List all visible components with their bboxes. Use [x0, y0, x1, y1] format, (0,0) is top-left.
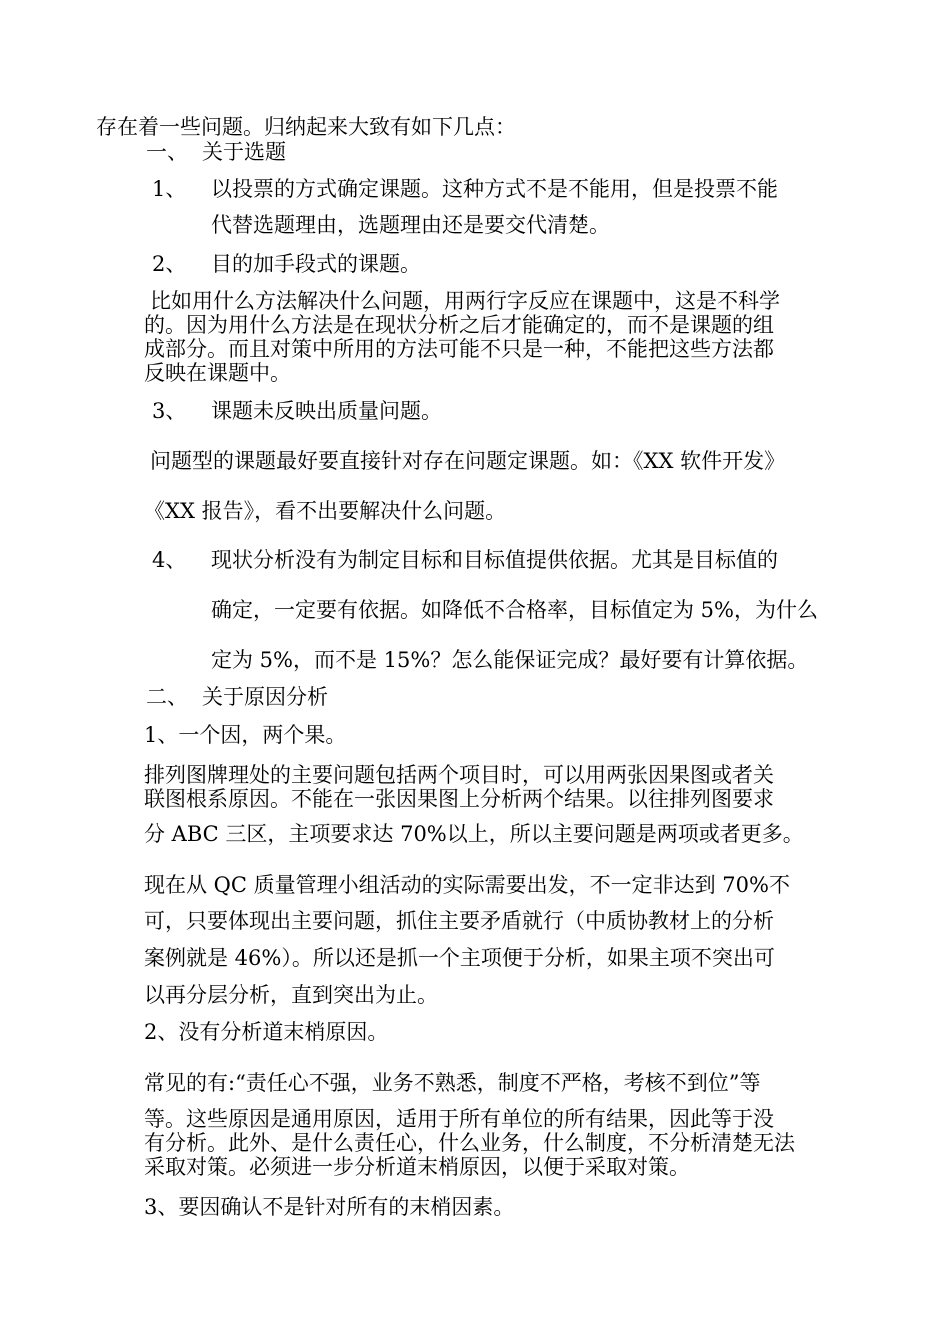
text-line: 采取对策。必须进一步分析道末梢原因，以便于采取对策。	[144, 1155, 690, 1179]
text-line: 可，只要体现出主要问题，抓住主要矛盾就行（中质协教材上的分析	[144, 909, 774, 933]
subheading: 1、一个因，两个果。	[144, 723, 347, 747]
subheading: 3、要因确认不是针对所有的末梢因素。	[144, 1195, 515, 1219]
text-line: 等。这些原因是通用原因，适用于所有单位的所有结果，因此等于没	[144, 1107, 774, 1131]
list-number: 2、	[152, 252, 187, 276]
list-item-1	[152, 177, 778, 201]
section-heading-2	[146, 685, 328, 709]
section-heading-1	[146, 140, 286, 164]
list-item-3	[152, 399, 442, 423]
list-text: 目的加手段式的课题。	[211, 252, 421, 276]
subheading: 2、没有分析道末梢原因。	[144, 1020, 389, 1044]
section-number: 一、	[146, 140, 188, 164]
text-line: 代替选题理由，选题理由还是要交代清楚。	[211, 213, 610, 237]
section-number: 二、	[146, 685, 188, 709]
list-number: 4、	[152, 548, 187, 572]
list-text: 现状分析没有为制定目标和目标值提供依据。尤其是目标值的	[211, 548, 778, 572]
section-title: 关于原因分析	[202, 685, 328, 709]
text-line: 排列图牌理处的主要问题包括两个项目时，可以用两张因果图或者关	[144, 763, 774, 787]
text-line: 的。因为用什么方法是在现状分析之后才能确定的，而不是课题的组	[144, 313, 774, 337]
text-line: 反映在课题中。	[144, 361, 291, 385]
text-line: 问题型的课题最好要直接针对存在问题定课题。如：《XX 软件开发》	[150, 449, 786, 473]
text-line: 联图根系原因。不能在一张因果图上分析两个结果。以往排列图要求	[144, 787, 774, 811]
list-number: 1、	[152, 177, 187, 201]
list-item-4	[152, 548, 778, 572]
text-line: 案例就是 46%）。所以还是抓一个主项便于分析，如果主项不突出可	[144, 946, 775, 970]
text-line: 定为 5%，而不是 15%？怎么能保证完成？最好要有计算依据。	[211, 648, 809, 672]
text-line: 以再分层分析，直到突出为止。	[144, 983, 438, 1007]
text-line: 常见的有:“责任心不强，业务不熟悉，制度不严格，考核不到位”等	[144, 1071, 761, 1095]
text-line: 《XX 报告》，看不出要解决什么问题。	[144, 499, 507, 523]
list-text: 以投票的方式确定课题。这种方式不是不能用，但是投票不能	[211, 177, 778, 201]
text-line: 分 ABC 三区，主项要求达 70%以上，所以主要问题是两项或者更多。	[144, 822, 804, 846]
section-title: 关于选题	[202, 140, 286, 164]
list-number: 3、	[152, 399, 187, 423]
text-line: 现在从 QC 质量管理小组活动的实际需要出发，不一定非达到 70%不	[144, 873, 790, 897]
text-line: 比如用什么方法解决什么问题，用两行字反应在课题中，这是不科学	[150, 289, 780, 313]
list-item-2	[152, 252, 421, 276]
text-line: 存在着一些问题。归纳起来大致有如下几点：	[96, 115, 516, 139]
text-line: 有分析。此外、是什么责任心，什么业务，什么制度，不分析清楚无法	[144, 1131, 795, 1155]
list-text: 课题未反映出质量问题。	[211, 399, 442, 423]
text-line: 成部分。而且对策中所用的方法可能不只是一种，不能把这些方法都	[144, 337, 774, 361]
text-line: 确定，一定要有依据。如降低不合格率，目标值定为 5%，为什么	[211, 598, 818, 622]
